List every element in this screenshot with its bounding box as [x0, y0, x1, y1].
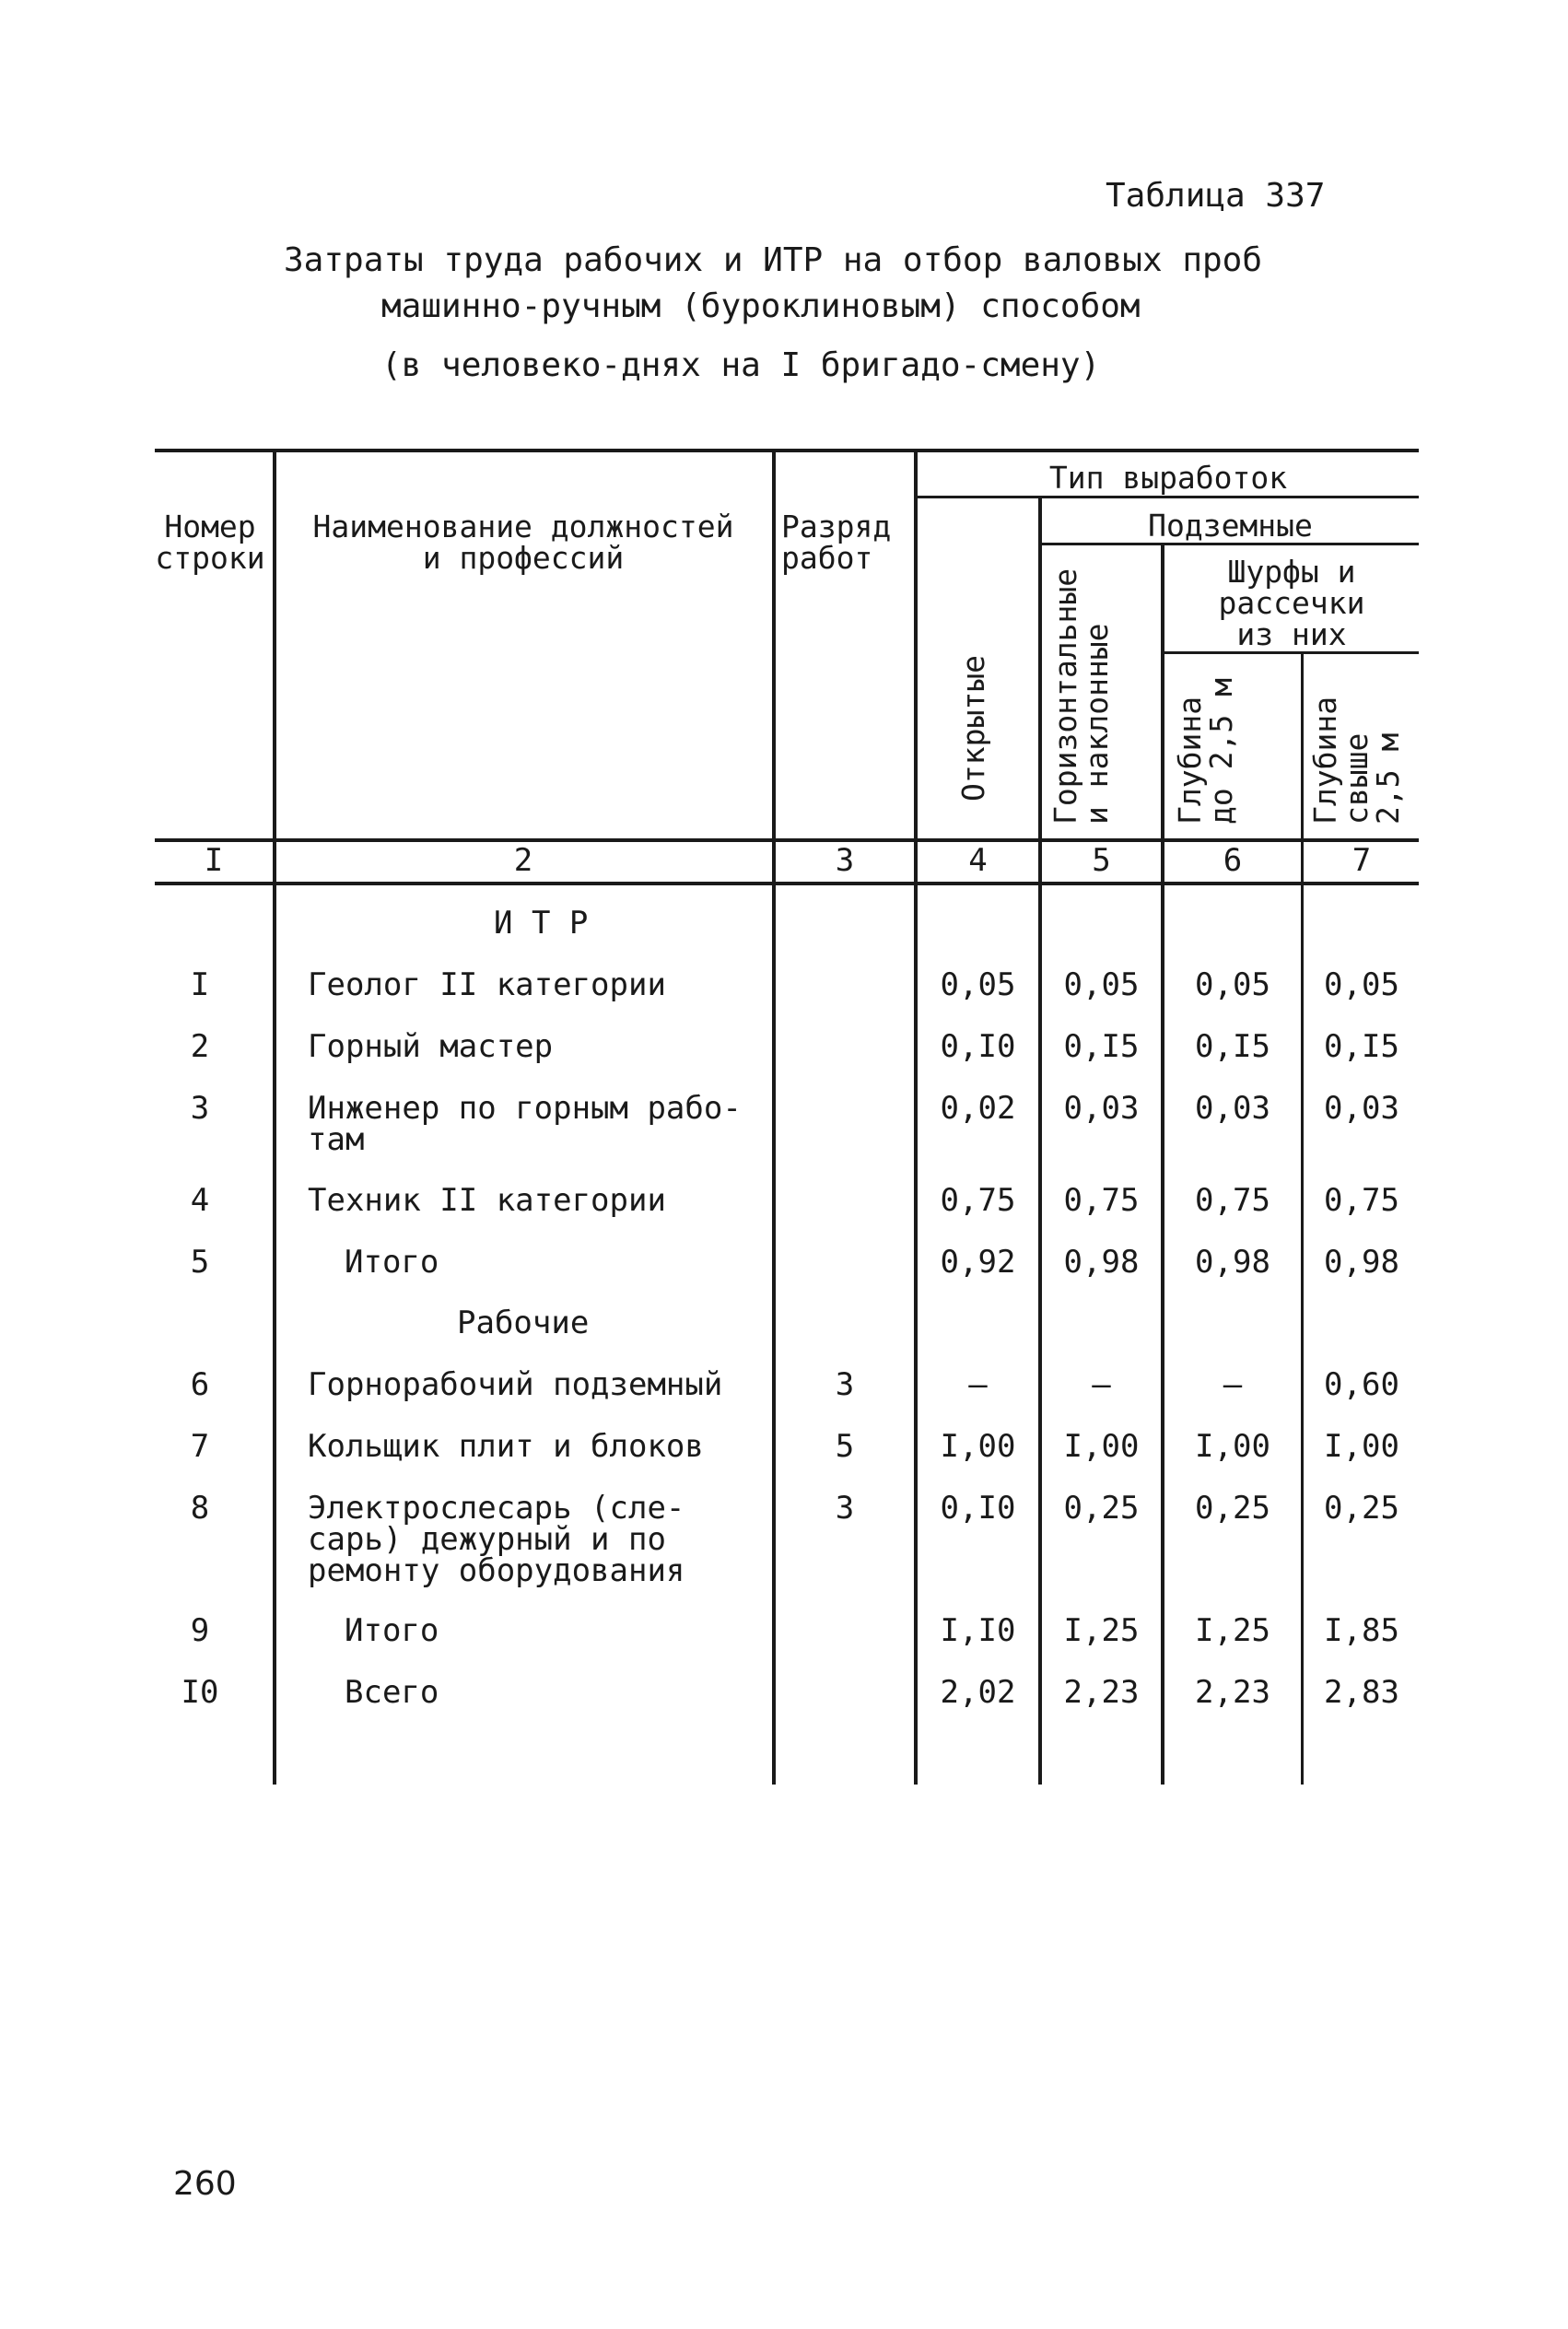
- value-horizontal: 0,75: [1063, 1182, 1140, 1219]
- value-open: 0,05: [940, 966, 1016, 1003]
- table-caption-line-1: Затраты труда рабочих и ИТР на отбор валовых проб: [284, 241, 1263, 279]
- header-name: Наименование должностей и профессий: [312, 509, 734, 576]
- row-name: Итого: [345, 1244, 439, 1281]
- header-depth-over: Глубина свыше 2,5 м: [1307, 696, 1406, 825]
- row-name: Геолог II категории: [308, 966, 666, 1003]
- column-index-5: 5: [1092, 842, 1111, 879]
- column-index-4: 4: [968, 842, 988, 879]
- value-depth-over: 0,98: [1324, 1244, 1399, 1281]
- value-open: 0,75: [940, 1182, 1016, 1219]
- header-grade: Разряд работ: [781, 509, 892, 576]
- row-name: Горный мастер: [308, 1028, 554, 1065]
- page-number: 260: [173, 2165, 237, 2203]
- row-name: Кольщик плит и блоков: [308, 1428, 704, 1465]
- value-horizontal: 0,25: [1063, 1490, 1140, 1527]
- column-index-3: 3: [835, 842, 855, 879]
- row-name: Электрослесарь (сле- сарь) дежурный и по ремонту оборудования: [308, 1490, 685, 1589]
- row-name: Итого: [345, 1612, 439, 1649]
- row-name: Всего: [345, 1674, 439, 1711]
- row-number: 9: [190, 1612, 210, 1649]
- section-workers: Рабочие: [457, 1305, 590, 1341]
- value-open: 0,I0: [940, 1490, 1016, 1527]
- value-horizontal: 0,05: [1063, 966, 1140, 1003]
- value-depth-to: 0,05: [1195, 966, 1270, 1003]
- column-index-7: 7: [1352, 842, 1372, 879]
- header-pits-group: Шурфы и рассечки из них: [1218, 554, 1365, 652]
- value-open: –: [968, 1366, 988, 1403]
- value-open: I,00: [940, 1428, 1016, 1465]
- value-depth-to: I,25: [1195, 1612, 1270, 1649]
- row-number: 7: [190, 1428, 210, 1465]
- value-open: 2,02: [940, 1674, 1016, 1711]
- value-depth-over: I,00: [1324, 1428, 1399, 1465]
- row-number: 4: [190, 1182, 210, 1219]
- row-number: I0: [181, 1674, 219, 1711]
- value-depth-over: I,85: [1324, 1612, 1399, 1649]
- value-depth-over: 0,25: [1324, 1490, 1399, 1527]
- value-depth-to: I,00: [1195, 1428, 1270, 1465]
- value-open: I,I0: [940, 1612, 1016, 1649]
- value-horizontal: I,00: [1063, 1428, 1140, 1465]
- value-depth-to: 0,98: [1195, 1244, 1270, 1281]
- value-grade: 3: [835, 1490, 855, 1527]
- header-type-group: Тип выработок: [1048, 460, 1288, 496]
- value-depth-to: 2,23: [1195, 1674, 1270, 1711]
- table-number: Таблица 337: [1106, 177, 1326, 215]
- value-grade: 3: [835, 1366, 855, 1403]
- section-itr: И Т Р: [494, 905, 589, 942]
- table-caption-line-2: машинно-ручным (буроклиновым) способом: [381, 287, 1141, 325]
- value-depth-over: 0,05: [1324, 966, 1399, 1003]
- column-index-6: 6: [1223, 842, 1243, 879]
- value-grade: 5: [835, 1428, 855, 1465]
- row-name: Инженер по горным рабо- там: [308, 1090, 742, 1158]
- value-depth-over: 0,03: [1324, 1090, 1399, 1127]
- value-depth-to: 0,03: [1195, 1090, 1270, 1127]
- row-number: 3: [190, 1090, 210, 1127]
- value-horizontal: 0,I5: [1063, 1028, 1140, 1065]
- value-horizontal: 0,03: [1063, 1090, 1140, 1127]
- value-depth-to: 0,25: [1195, 1490, 1270, 1527]
- value-depth-over: 0,I5: [1324, 1028, 1399, 1065]
- value-horizontal: I,25: [1063, 1612, 1140, 1649]
- row-number: 8: [190, 1490, 210, 1527]
- table-caption-units: (в человеко-днях на I бригадо-смену): [381, 346, 1101, 384]
- value-open: 0,92: [940, 1244, 1016, 1281]
- row-number: 5: [190, 1244, 210, 1281]
- row-name: Горнорабочий подземный: [308, 1366, 723, 1403]
- value-horizontal: 0,98: [1063, 1244, 1140, 1281]
- row-number: I: [190, 966, 210, 1003]
- value-depth-to: –: [1223, 1366, 1243, 1403]
- header-horizontal: Горизонтальные и наклонные: [1047, 568, 1115, 825]
- row-name: Техник II категории: [308, 1182, 666, 1219]
- value-depth-over: 0,75: [1324, 1182, 1399, 1219]
- header-row-number: Номер строки: [155, 509, 265, 576]
- header-underground-group: Подземные: [1148, 508, 1313, 544]
- value-open: 0,02: [940, 1090, 1016, 1127]
- column-index-1: I: [204, 842, 224, 879]
- header-depth-to: Глубина до 2,5 м: [1172, 678, 1239, 825]
- value-open: 0,I0: [940, 1028, 1016, 1065]
- value-depth-over: 0,60: [1324, 1366, 1399, 1403]
- value-horizontal: –: [1092, 1366, 1111, 1403]
- value-depth-to: 0,I5: [1195, 1028, 1270, 1065]
- column-index-2: 2: [513, 842, 533, 879]
- value-horizontal: 2,23: [1063, 1674, 1140, 1711]
- header-open: Открытые: [955, 655, 991, 802]
- row-number: 2: [190, 1028, 210, 1065]
- value-depth-over: 2,83: [1324, 1674, 1399, 1711]
- row-number: 6: [190, 1366, 210, 1403]
- value-depth-to: 0,75: [1195, 1182, 1270, 1219]
